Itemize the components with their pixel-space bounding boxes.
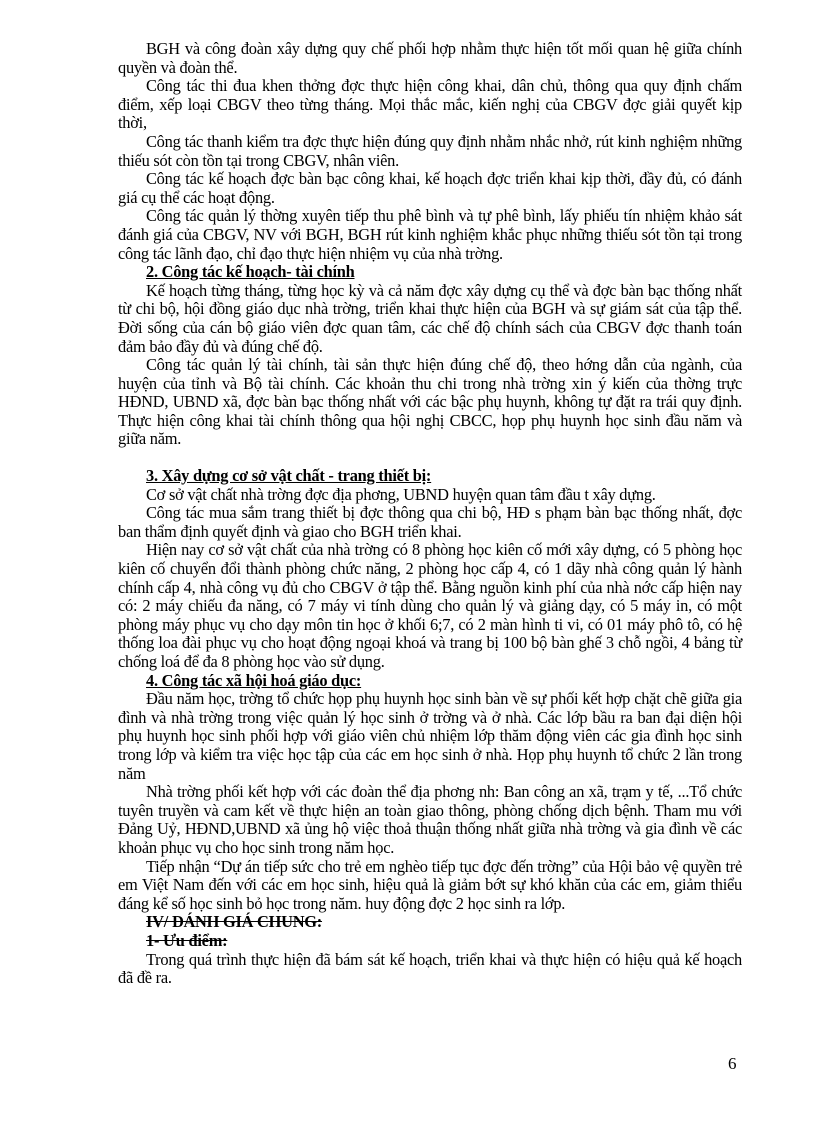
section-2-paragraph-1: Kế hoạch từng tháng, từng học kỳ và cả năm đợc xây dựng cụ thể và đợc bàn bạc thống nhất từ chi bộ, hội đồng giáo dục nhà trờng, triển khai thực hiện của BGH và sự giám sát của tập thể. Đời sống của cán bộ giáo viên đợc quan tâm, các chế độ chính sách của CBGV đợc thanh toán đảm bảo đầy đủ và đúng chế độ. [118,280,742,356]
intro-paragraph-3: Công tác thanh kiểm tra đợc thực hiện đúng quy định nhằm nhắc nhở, rút kinh nghiệm những thiếu sót còn tồn tại trong CBGV, nhân viên. [118,131,742,170]
section-iv-subheading: 1- Ưu điểm: [146,930,228,950]
intro-paragraph-4: Công tác kế hoạch đợc bàn bạc công khai, kế hoạch đợc triển khai kịp thời, đầy đủ, có đánh giá cụ thể các hoạt động. [118,169,742,207]
section-4-heading: 4. Công tác xã hội hoá giáo dục: [146,670,362,690]
section-4-paragraph-1: Đầu năm học, trờng tổ chức họp phụ huynh học sinh bàn về sự phối kết hợp chặt chẽ giữa gia đình và nhà trờng trong việc quản lý học sinh ở trờng và ở nhà. Các lớp bầu ra ban đại diện hội phụ huynh học sinh phối hợp với giáo viên chủ nhiệm lớp thăm động viên các gia đình học sinh trong lớp và kiểm tra việc học tập của các em học sinh ở nhà. Họp phụ huynh tổ chức 2 lần trong năm [118,689,742,783]
section-3-paragraph-2: Công tác mua sắm trang thiết bị đợc thông qua chi bộ, HĐ s phạm bàn bạc thống nhất, đợc ban thẩm định quyết định và giao cho BGH triển khai. [118,503,742,541]
intro-paragraph-5: Công tác quản lý thờng xuyên tiếp thu phê bình và tự phê bình, lấy phiếu tín nhiệm khảo sát đánh giá của CBGV, NV với BGH, BGH rút kinh nghiệm khắc phục những thiếu sót tồn tại trong công tác lãnh đạo, chỉ đạo thực hiện nhiệm vụ của nhà trờng. [118,206,742,263]
section-iv-paragraph-1: Trong quá trình thực hiện đã bám sát kế hoạch, triển khai và thực hiện có hiệu quả kế hoạch đã đề ra. [118,949,742,988]
intro-paragraph-2: Công tác thi đua khen thởng đợc thực hiện công khai, dân chủ, thông qua quy định chấm điểm, xếp loại CBGV theo từng tháng. Mọi thắc mắc, kiến nghị của CBGV đợc giải quyết kịp thời, [118,76,742,133]
section-iv-heading: IV/ ĐÁNH GIÁ CHUNG: [146,912,323,932]
section-3-paragraph-1: Cơ sở vật chất nhà trờng đợc địa phơng, UBND huyện quan tâm đầu t xây dựng. [146,484,656,504]
section-2-paragraph-2: Công tác quản lý tài chính, tài sản thực hiện đúng chế độ, theo hớng dẫn của ngành, của huyện của tỉnh và Bộ tài chính. Các khoản thu chi trong nhà trờng xin ý kiến của thờng trực HĐND, UBND xã, đợc bàn bạc thống nhất với các bậc phụ huynh, không tự đặt ra trái quy định. Thực hiện công khai tài chính thông qua hội nghị CBCC, họp phụ huynh học sinh đầu năm và giữa năm. [118,355,742,449]
page-number: 6 [728,1054,737,1073]
section-spacer [118,449,742,467]
section-4-paragraph-3: Tiếp nhận “Dự án tiếp sức cho trẻ em nghèo tiếp tục đợc đến trờng” của Hội bảo vệ quyền trẻ em Việt Nam đến với các em học sinh, hiệu quả là giảm bớt sự khó khăn của các em, giảm thiểu đáng kể số học sinh bỏ học trong năm. huy động đợc 2 học sinh ra lớp. [118,856,742,913]
section-3-paragraph-3: Hiện nay cơ sở vật chất của nhà trờng có 8 phòng học kiên cố mới xây dựng, có 5 phòng học kiên cố chuyển đổi thành phòng chức năng, 2 phòng học cấp 4, có 1 dãy nhà công quản lý hành chính cấp 4, nhà công vụ đủ cho CBGV ở tập thể. Bằng nguồn kinh phí của nhà nớc cấp hiện nay có: 2 máy chiếu đa năng, có 7 máy vi tính dùng cho quản lý và giảng dạy, có 5 máy in, có một phòng máy phục vụ cho dạy môn tin học ở khối 6;7, có 2 màn hình ti vi, có 01 máy phô tô, có hệ thống loa đài phục vụ cho hoạt động ngoại khoá và trang bị 100 bộ bàn ghế 3 chỗ ngồi, 4 bảng từ chống loá để đa 8 phòng học vào sử dụng. [118,540,742,671]
section-2-heading: 2. Công tác kế hoạch- tài chính [146,262,355,282]
intro-paragraph-1: BGH và công đoàn xây dựng quy chế phối hợp nhằm thực hiện tốt mối quan hệ giữa chính quyền và đoàn thể. [118,39,742,77]
section-3-heading: 3. Xây dựng cơ sở vật chất - trang thiết bị: [146,466,432,486]
section-4-paragraph-2: Nhà trờng phối kết hợp với các đoàn thể địa phơng nh: Ban công an xã, trạm y tế, ...Tổ chức tuyên truyền và cam kết về thực hiện an toàn giao thông, phòng chống dịch bệnh. Tham mu với Đảng Uỷ, HĐND,UBND xã ủng hộ việc thoả thuận thống nhất giữa nhà trờng và gia đình về các khoản phục vụ cho học sinh trong năm học. [118,782,742,857]
document-page [118,40,742,988]
